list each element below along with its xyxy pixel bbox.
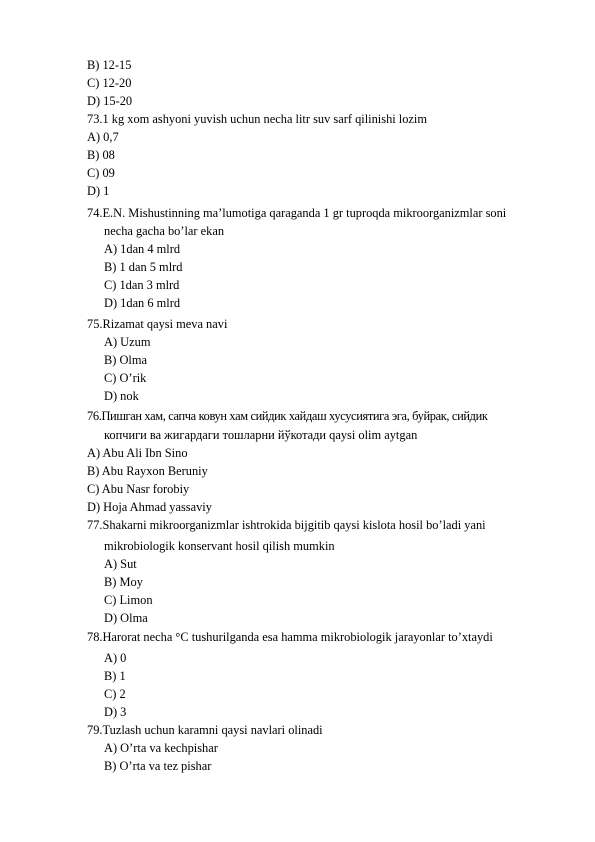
question-76-continuation: копчиги ва жигардаги тошларни йўкотади qaysi olim aytgan (104, 428, 418, 442)
answer-option: B) 12-15 (87, 58, 132, 72)
answer-option: D) 1 (87, 184, 110, 198)
answer-option: C) 2 (104, 687, 126, 701)
answer-option: C) 09 (87, 166, 115, 180)
question-77-continuation: mikrobiologik konservant hosil qilish mumkin (104, 539, 335, 553)
answer-option: C) O’rik (104, 371, 147, 385)
answer-option: D) Olma (104, 611, 148, 625)
answer-option: C) 1dan 3 mlrd (104, 278, 180, 292)
answer-option: B) 1 (104, 669, 126, 683)
question-75: 75.Rizamat qaysi meva navi (87, 317, 228, 331)
answer-option: B) Moy (104, 575, 143, 589)
answer-option: D) 1dan 6 mlrd (104, 296, 181, 310)
answer-option: B) Olma (104, 353, 148, 367)
answer-option: B) Abu Rayxon Beruniy (87, 464, 208, 478)
question-73: 73.1 kg xom ashyoni yuvish uchun necha litr suv sarf qilinishi lozim (87, 112, 428, 126)
question-74-continuation: necha gacha bo’lar ekan (104, 224, 225, 238)
answer-option: D) 15-20 (87, 94, 133, 108)
answer-option: A) 1dan 4 mlrd (104, 242, 181, 256)
answer-option: B) 1 dan 5 mlrd (104, 260, 183, 274)
answer-option: B) O’rta va tez pishar (104, 759, 212, 773)
question-77: 77.Shakarni mikroorganizmlar ishtrokida bijgitib qaysi kislota hosil bo’ladi yani (87, 518, 486, 532)
answer-option: D) 3 (104, 705, 127, 719)
question-79: 79.Tuzlash uchun karamni qaysi navlari olinadi (87, 723, 323, 737)
answer-option: A) Sut (104, 557, 137, 571)
answer-option: D) Hoja Ahmad yassaviy (87, 500, 212, 514)
answer-option: C) 12-20 (87, 76, 132, 90)
question-74: 74.E.N. Mishustinning ma’lumotiga qaraganda 1 gr tuproqda mikroorganizmlar soni (87, 206, 507, 220)
answer-option: A) O’rta va kechpishar (104, 741, 218, 755)
answer-option: A) Abu Ali Ibn Sino (87, 446, 188, 460)
answer-option: D) nok (104, 389, 139, 403)
question-78: 78.Harorat necha °C tushurilganda esa hamma mikrobiologik jarayonlar to’xtaydi (87, 630, 493, 644)
answer-option: C) Limon (104, 593, 153, 607)
answer-option: A) 0 (104, 651, 127, 665)
question-76: 76.Пишган хам, сапча ковун хам сийдик хайдаш хусусиятига эга, буйрак, сийдик (87, 409, 488, 423)
answer-option: B) 08 (87, 148, 115, 162)
answer-option: A) 0,7 (87, 130, 119, 144)
answer-option: C) Abu Nasr forobiy (87, 482, 190, 496)
answer-option: A) Uzum (104, 335, 151, 349)
